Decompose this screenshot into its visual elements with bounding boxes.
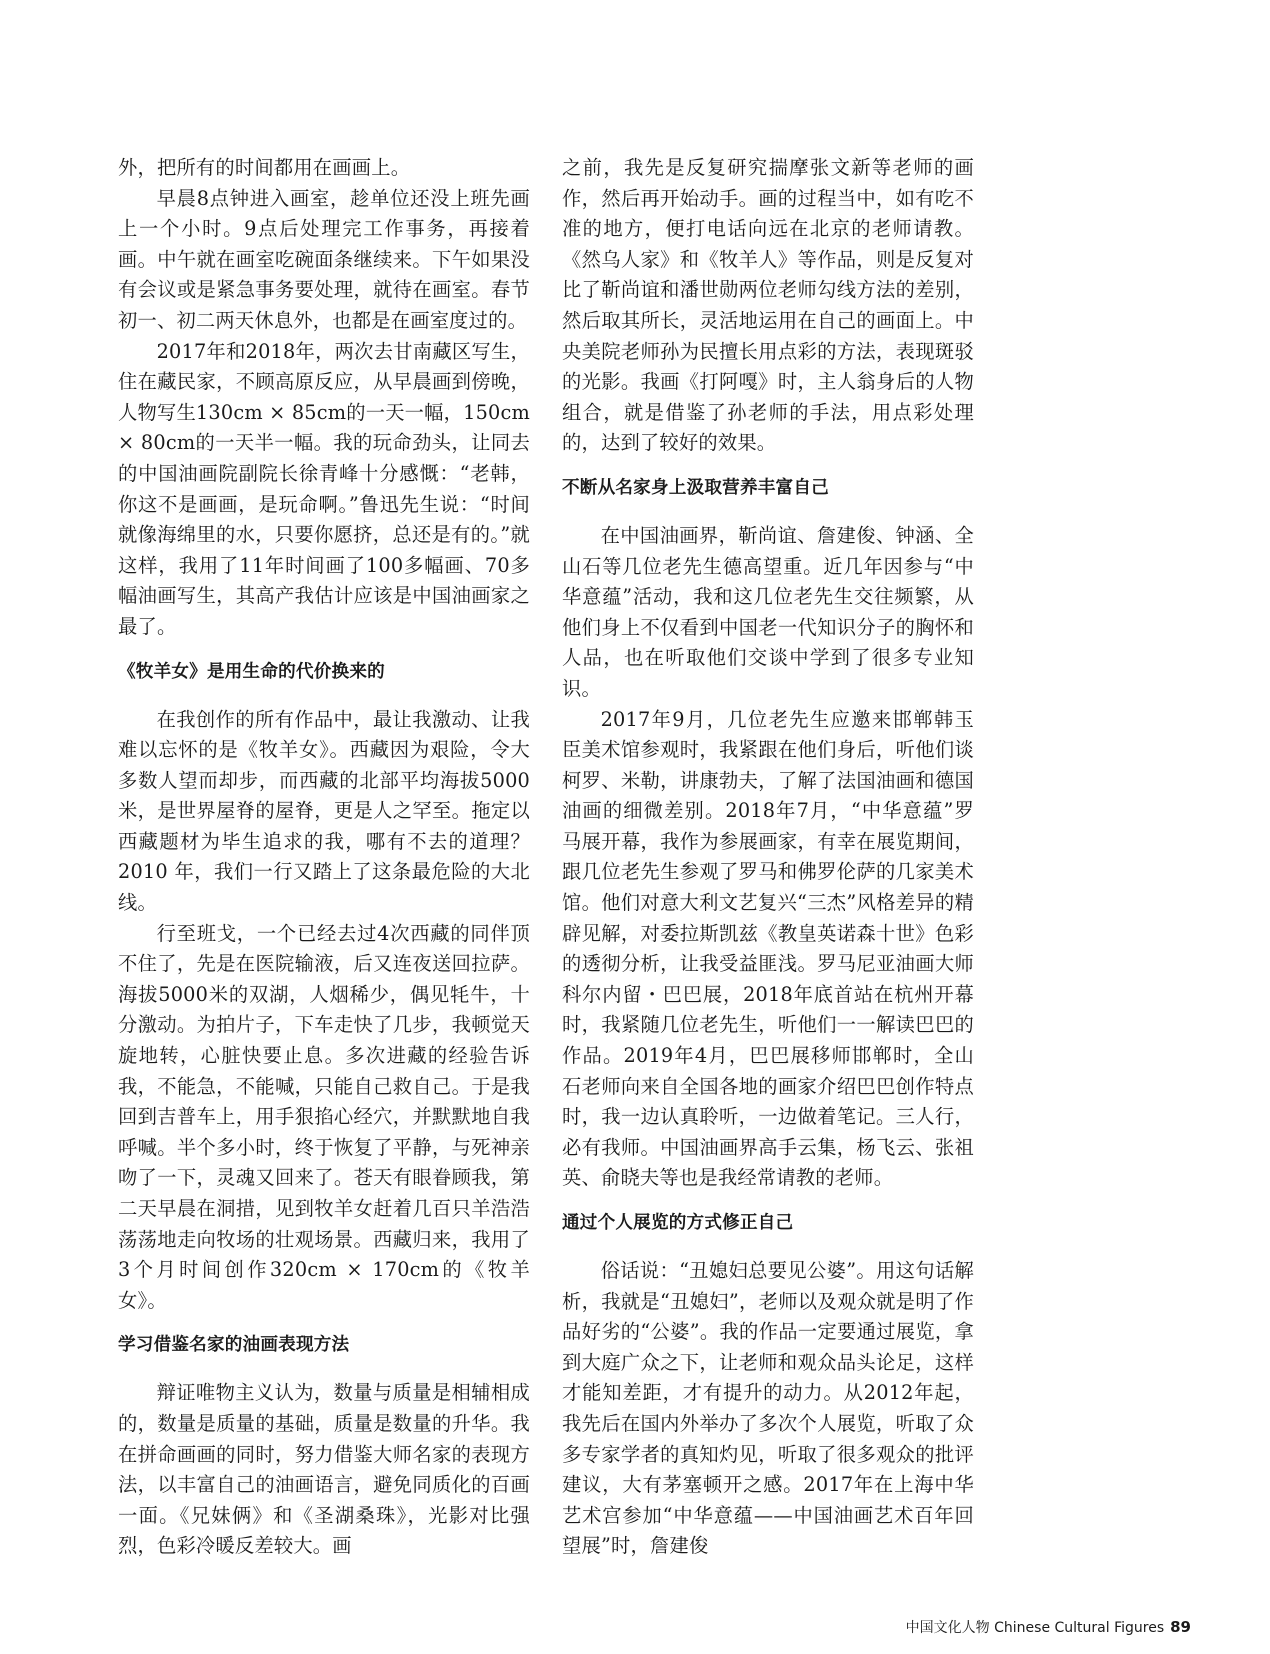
paragraph: 在中国油画界，靳尚谊、詹建俊、钟涵、全山石等几位老先生德高望重。近几年因参与“中华意蕴”活动，我和这几位老先生交往频繁，从他们身上不仅看到中国老一代知识分子的胸怀和人品，也在听取他们交谈中学到了很多专业知识。 <box>562 523 974 700</box>
paragraph: 外，把所有的时间都用在画画上。 <box>118 156 411 179</box>
paragraph: 在我创作的所有作品中，最让我激动、让我难以忘怀的是《牧羊女》。西藏因为艰险，令大多数人望而却步，而西藏的北部平均海拔5000米，是世界屋脊的屋脊，更是人之罕至。拖定以西藏题材为毕生追求的我，哪有不去的道理？2010 年，我们一行又踏上了这条最危险的大北线。 <box>118 707 530 915</box>
paragraph: 2017年9月，几位老先生应邀来邯郸韩玉臣美术馆参观时，我紧跟在他们身后，听他们谈柯罗、米勒，讲康勃夫，了解了法国油画和德国油画的细微差别。2018年7月，“中华意蕴”罗马展开幕，我作为参展画家，有幸在展览期间，跟几位老先生参观了罗马和佛罗伦萨的几家美术馆。他们对意大利文艺复兴“三杰”风格差异的精辟见解，对委拉斯凯兹《教皇英诺森十世》色彩的透彻分析，让我受益匪浅。罗马尼亚油画大师科尔内留・巴巴展，2018年底首站在杭州开幕时，我紧随几位老先生，听他们一一解读巴巴的作品。2019年4月，巴巴展移师邯郸时，全山石老师向来自全国各地的画家介绍巴巴创作特点时，我一边认真聆听，一边做着笔记。三人行，必有我师。中国油画界高手云集，杨飞云、张祖英、俞晓夫等也是我经常请教的老师。 <box>562 707 974 1190</box>
right-column <box>562 153 974 1562</box>
page-number: 89 <box>1170 1618 1191 1636</box>
magazine-title: 中国文化人物 Chinese Cultural Figures <box>905 1620 1165 1636</box>
page-footer <box>906 1617 1191 1637</box>
section-heading: 《牧羊女》是用生命的代价换来的 <box>118 661 385 682</box>
paragraph: 俗话说：“丑媳妇总要见公婆”。用这句话解析，我就是“丑媳妇”，老师以及观众就是明了作品好劣的“公婆”。我的作品一定要通过展览，拿到大庭广众之下，让老师和观众品头论足，这样才能知差距，才有提升的动力。从2012年起，我先后在国内外举办了多次个人展览，听取了众多专家学者的真知灼见，听取了很多观众的批评建议，大有茅塞顿开之感。2017年在上海中华艺术宫参加“中华意蕴——中国油画艺术百年回望展”时，詹建俊 <box>562 1259 974 1558</box>
paragraph: 行至班戈，一个已经去过4次西藏的同伴顶不住了，先是在医院输液，后又连夜送回拉萨。海拔5000米的双湖，人烟稀少，偶见牦牛，十分激动。为拍片子，下车走快了几步，我顿觉天旋地转，心脏快要止息。多次进藏的经验告诉我，不能急，不能喊，只能自己救自己。于是我回到吉普车上，用手狠掐心经穴，并默默地自我呼喊。半个多小时，终于恢复了平静，与死神亲吻了一下，灵魂又回来了。苍天有眼眷顾我，第二天早晨在洞措，见到牧羊女赶着几百只羊浩浩荡荡地走向牧场的壮观场景。西藏归来，我用了3个月时间创作320cm × 170cm的《牧羊女》。 <box>118 921 530 1312</box>
paragraph: 2017年和2018年，两次去甘南藏区写生，住在藏民家，不顾高原反应，从早晨画到傍晚，人物写生130cm × 85cm的一天一幅，150cm × 80cm的一天半一幅。我的玩命劲头，让同去的中国油画院副院长徐青峰十分感慨：“老韩，你这不是画画，是玩命啊。”鲁迅先生说：“时间就像海绵里的水，只要你愿挤，总还是有的。”就这样，我用了11年时间画了100多幅画、70多幅油画写生，其高产我估计应该是中国油画家之最了。 <box>118 339 531 638</box>
section-heading: 不断从名家身上汲取营养丰富自己 <box>562 477 829 498</box>
section-heading: 学习借鉴名家的油画表现方法 <box>118 1335 350 1356</box>
left-column <box>118 153 530 1562</box>
paragraph: 辩证唯物主义认为，数量与质量是相辅相成的，数量是质量的基础，质量是数量的升华。我在拼命画画的同时，努力借鉴大师名家的表现方法，以丰富自己的油画语言，避免同质化的百画一面。《兄妹俩》和《圣湖桑珠》，光影对比强烈，色彩冷暖反差较大。画 <box>118 1381 530 1558</box>
paragraph: 早晨8点钟进入画室，趁单位还没上班先画上一个小时。9点后处理完工作事务，再接着画。中午就在画室吃碗面条继续来。下午如果没有会议或是紧急事务要处理，就待在画室。春节初一、初二两天休息外，也都是在画室度过的。 <box>118 186 530 332</box>
paragraph: 之前，我先是反复研究揣摩张文新等老师的画作，然后再开始动手。画的过程当中，如有吃不准的地方，便打电话向远在北京的老师请教。《然乌人家》和《牧羊人》等作品，则是反复对比了靳尚谊和潘世勋两位老师勾线方法的差别，然后取其所长，灵活地运用在自己的画面上。中央美院老师孙为民擅长用点彩的方法，表现斑驳的光影。我画《打阿嘎》时，主人翁身后的人物组合，就是借鉴了孙老师的手法，用点彩处理的，达到了较好的效果。 <box>562 156 974 455</box>
section-heading: 通过个人展览的方式修正自己 <box>562 1213 794 1233</box>
